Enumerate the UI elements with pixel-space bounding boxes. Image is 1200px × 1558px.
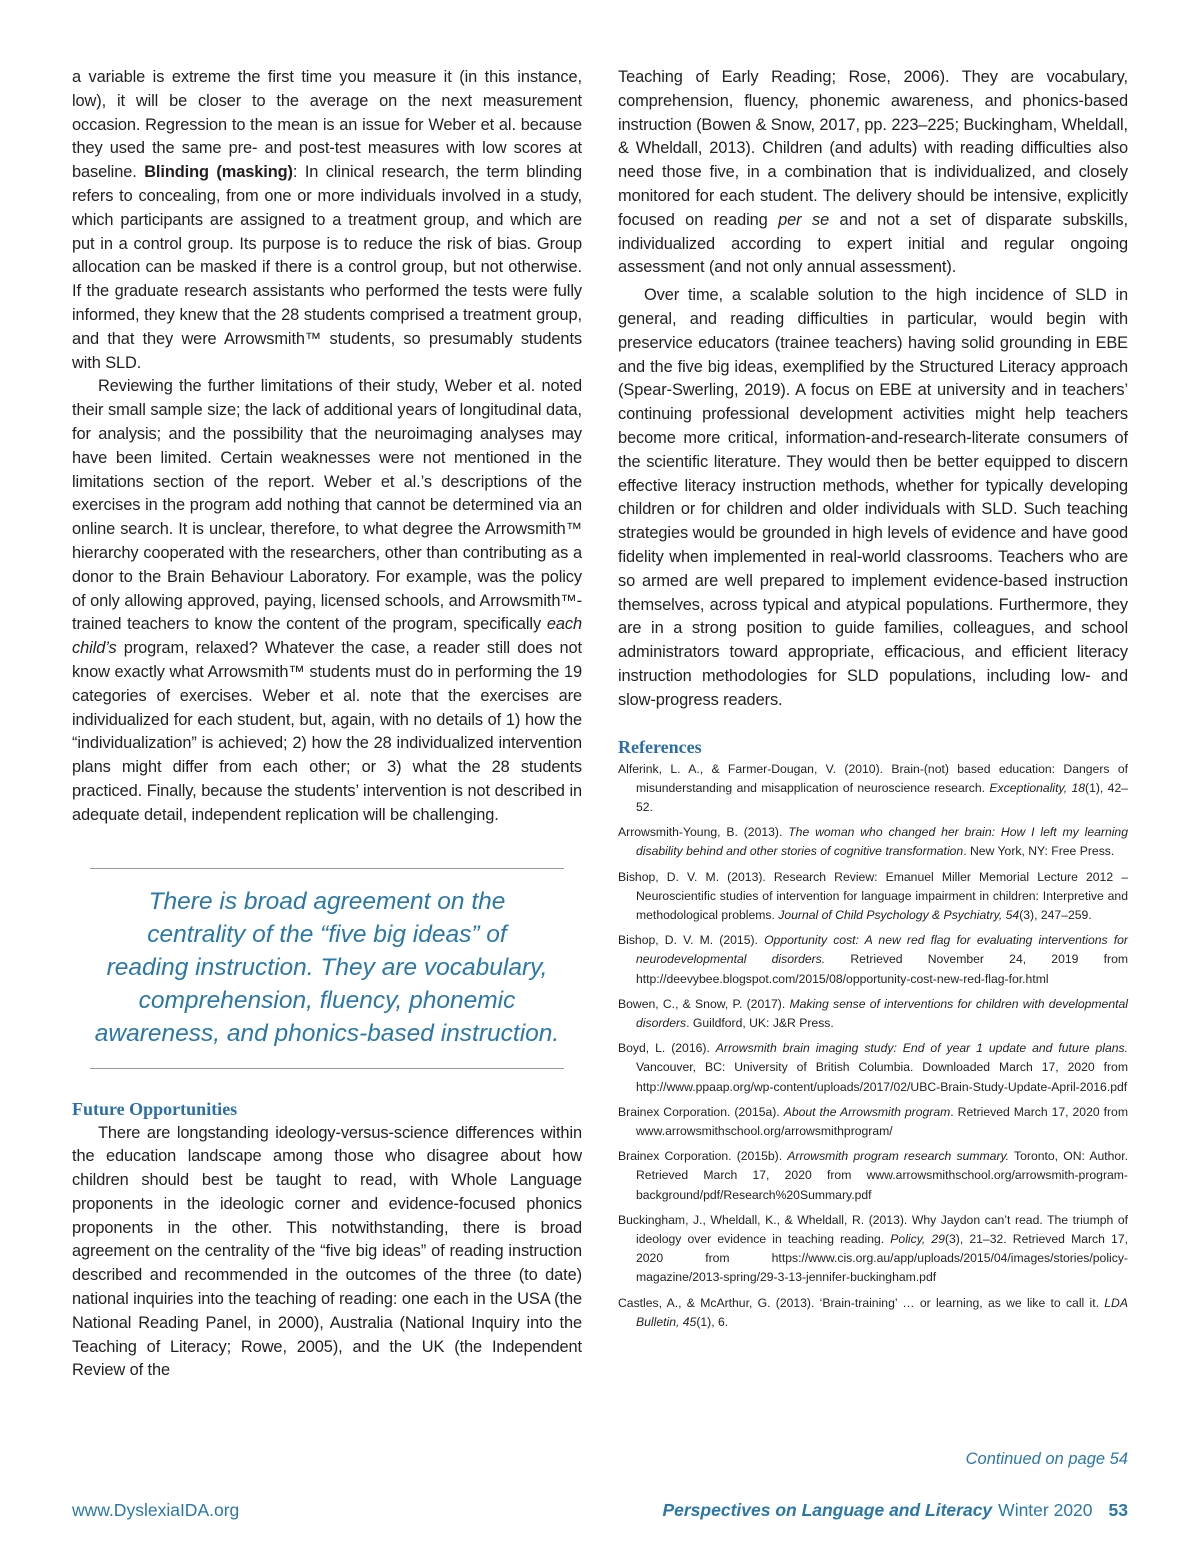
- reference-item: [618, 823, 1128, 861]
- paragraph-five-big-ideas: [618, 66, 1128, 280]
- left-column: [72, 66, 582, 1383]
- pull-quote-line: comprehension, fluency, phonemic: [138, 986, 516, 1014]
- reference-text: (3), 247–259.: [1019, 907, 1092, 922]
- emphasis-text: each child’s: [72, 615, 582, 658]
- paragraph-text: program, relaxed? Whatever the case, a reader still does not know exactly what Arrowsmith™ students must do in performing the 19 categories of exercises. Weber et al. note that the exercises are individualized for each student, but, again, with no details of 1) how the “individualization” is achieved; 2) how the 28 individualized intervention plans might differ from each other; or 3) what the 28 students practiced. Finally, because the students’ intervention is not described in adequate detail, independent replication will be challenging.: [72, 639, 582, 824]
- reference-item: [618, 868, 1128, 926]
- right-column: [618, 66, 1128, 1338]
- reference-item: [618, 1039, 1128, 1097]
- reference-text: Bishop, D. V. M. (2015).: [618, 933, 765, 948]
- reference-text: (1), 42–52.: [636, 780, 1128, 814]
- reference-text: Brainex Corporation. (2015a).: [618, 1104, 784, 1119]
- reference-item: [618, 995, 1128, 1033]
- pull-quote: [90, 868, 564, 1069]
- paragraph-future: There are longstanding ideology-versus-science differences within the education landscape among those who disagree about how children should best be taught to read, with Whole Language proponents in the ideologic corner and evidence-focused phonics proponents in the other. This notwithstanding, there is broad agreement on the centrality of the “five big ideas” of reading instruction described and recommended in the outcomes of the three (to date) national inquiries into the teaching of reading: one each in the USA (the National Reading Panel, in 2000), Australia (National Inquiry into the Teaching of Literacy; Rowe, 2005), and the UK (the Independent Review of the: [72, 1123, 582, 1380]
- paragraph-text: and not a set of disparate subskills, individualized according to expert initial and regular ongoing assessment (and not only annual assessment).: [618, 210, 1128, 277]
- reference-item: [618, 1294, 1128, 1332]
- pull-quote-line: There is broad agreement on the: [148, 887, 506, 915]
- paragraph-text: : In clinical research, the term blinding refers to concealing, from one or more individuals involved in a study, which participants are assigned to a treatment group, and which are put in a control group. Its purpose is to reduce the risk of bias. Group allocation can be masked if there is a control group, but not otherwise. If the graduate research assistants who performed the tests were fully informed, they knew that the 28 students comprised a treatment group, and that they were Arrowsmith™ students, so presumably students with SLD.: [72, 163, 583, 372]
- emphasis-text: per se: [778, 210, 830, 229]
- journal-title: Perspectives on Language and Literacy: [662, 1500, 993, 1520]
- issue-date: Winter 2020: [998, 1500, 1093, 1520]
- reference-italic: Arrowsmith brain imaging study: End of year 1 update and future plans.: [715, 1041, 1129, 1056]
- reference-italic: Policy, 29: [890, 1231, 945, 1246]
- journal-info: [662, 1500, 1128, 1521]
- reference-italic: About the Arrowsmith program: [783, 1104, 951, 1119]
- reference-text: Vancouver, BC: University of British Columbia. Downloaded March 17, 2020 from http://www.ppaap.org/wp-content/uploads/2017/02/UBC-Brain-Study-Update-April-2016.pdf: [636, 1060, 1128, 1094]
- reference-text: Alferink, L. A., & Farmer-Dougan, V. (2010). Brain-(not) based education: Dangers of misunderstanding and misapplication of neuroscience research.: [618, 761, 1128, 795]
- reference-text: Bishop, D. V. M. (2013). Research Review: Emanuel Miller Memorial Lecture 2012 – Neuroscientific studies of intervention for language impairment in children: Interpretive and methodological problems.: [618, 869, 1128, 922]
- reference-list: [618, 760, 1128, 1332]
- paragraph-text: Reviewing the further limitations of their study, Weber et al. noted their small sample size; the lack of additional years of longitudinal data, for analysis; and the possibility that the neuroimaging analyses may have been limited. Certain weaknesses were not mentioned in the limitations section of the report. Weber et al.’s descriptions of the exercises in the program add nothing that cannot be determined via an online search. It is unclear, therefore, to what degree the Arrowsmith™ hierarchy cooperated with the researchers, other than contributing as a donor to the Brain Behaviour Laboratory. For example, was the policy of only allowing approved, paying, licensed schools, and Arrowsmith™-trained teachers to know the content of the program, specifically: [72, 377, 582, 634]
- reference-text: Arrowsmith-Young, B. (2013).: [618, 825, 789, 840]
- page-footer: [72, 1500, 1128, 1530]
- paragraph-text: Teaching of Early Reading; Rose, 2006). They are vocabulary, comprehension, fluency, phonemic awareness, and phonics-based instruction (Bowen & Snow, 2017, pp. 223–225; Buckingham, Wheldall, & Wheldall, 2013). Children (and adults) with reading difficulties also need those five, in a combination that is individualized, and closely monitored for each student. The delivery should be intensive, explicitly focused on reading: [618, 68, 1128, 229]
- reference-text: Bowen, C., & Snow, P. (2017).: [618, 996, 790, 1011]
- reference-text: Retrieved November 24, 2019 from http://deevybee.blogspot.com/2015/08/opportunity-cost-new-red-flag-for.html: [636, 952, 1128, 986]
- reference-text: Boyd, L. (2016).: [618, 1041, 716, 1056]
- reference-text: . Guildford, UK: J&R Press.: [686, 1015, 834, 1030]
- pull-quote-line: centrality of the “five big ideas” of: [147, 920, 507, 948]
- pull-quote-line: awareness, and phonics-based instruction.: [94, 1019, 560, 1047]
- reference-italic: Opportunity cost: A new red flag for evaluating interventions for neurodevelopmental disorders.: [636, 933, 1128, 967]
- reference-italic: The woman who changed her brain: How I left my learning disability behind and other stories of cognitive transformation: [636, 825, 1128, 859]
- reference-text: . New York, NY: Free Press.: [963, 844, 1115, 859]
- reference-text: Brainex Corporation. (2015b).: [618, 1149, 788, 1164]
- term-blinding: Blinding (masking): [144, 163, 293, 182]
- reference-italic: Exceptionality, 18: [989, 780, 1086, 795]
- reference-item: [618, 1211, 1128, 1288]
- paragraph-limitations: [72, 375, 582, 827]
- continued-on-page: Continued on page 54: [965, 1450, 1128, 1468]
- paragraph-text: a variable is extreme the first time you measure it (in this instance, low), it will be closer to the average on the next measurement occasion. Regression to the mean is an issue for Weber et al. because they used the same pre- and post-test measures with low scores at baseline.: [72, 68, 582, 182]
- reference-italic: Journal of Child Psychology & Psychiatry, 54: [778, 907, 1020, 922]
- reference-item: [618, 1147, 1128, 1205]
- reference-italic: LDA Bulletin, 45: [636, 1295, 1128, 1329]
- reference-text: (3), 21–32. Retrieved March 17, 2020 from https://www.cis.org.au/app/uploads/2015/04/images/stories/policy-magazine/2013-spring/29-3-13-jennifer-buckingham.pdf: [636, 1231, 1128, 1285]
- reference-text: Buckingham, J., Wheldall, K., & Wheldall, R. (2013). Why Jaydon can’t read. The triumph of ideology over evidence in teaching reading.: [618, 1212, 1128, 1246]
- reference-text: Toronto, ON: Author. Retrieved March 17, 2020 from www.arrowsmithschool.org/arrowsmith-program-background/pdf/Research%20Summary.pdf: [636, 1149, 1128, 1202]
- paragraph-scalable-solution: Over time, a scalable solution to the high incidence of SLD in general, and reading difficulties in particular, would begin with preservice educators (trainee teachers) having solid grounding in EBE and the five big ideas, exemplified by the Structured Literacy approach (Spear-Swerling, 2019). A focus on EBE at university and in teachers’ continuing professional development activities might help teachers become more critical, information-and-research-literate consumers of the scientific literature. They would then be better equipped to discern effective literacy instruction methods, whether for typically developing children or for children and older individuals with SLD. Such teaching strategies would be grounded in high levels of evidence and have good fidelity when implemented in real-world classrooms. Teachers who are so armed are well prepared to implement evidence-based instruction themselves, across typical and atypical populations. Furthermore, they are in a strong position to guide families, colleagues, and school administrators toward appropriate, efficacious, and efficient literacy instruction methodologies for SLD populations, including low- and slow-progress readers.: [618, 286, 1128, 709]
- reference-item: [618, 1103, 1128, 1141]
- reference-text: . Retrieved March 17, 2020 from www.arrowsmithschool.org/arrowsmithprogram/: [636, 1104, 1128, 1138]
- page-number: 53: [1108, 1500, 1128, 1520]
- reference-text: Castles, A., & McArthur, G. (2013). ‘Brain-training’ … or learning, as we like to call it.: [618, 1295, 1105, 1310]
- reference-item: [618, 931, 1128, 989]
- reference-italic: Arrowsmith program research summary.: [787, 1149, 1010, 1164]
- reference-text: (1), 6.: [696, 1314, 729, 1329]
- paragraph-regression: [72, 66, 582, 375]
- reference-italic: Making sense of interventions for children with developmental disorders: [636, 996, 1128, 1030]
- section-heading-future-opportunities: Future Opportunities: [72, 1098, 238, 1119]
- reference-item: [618, 760, 1128, 818]
- section-heading-references: References: [618, 736, 702, 757]
- pull-quote-line: reading instruction. They are vocabulary,: [106, 953, 548, 981]
- website-link[interactable]: www.DyslexiaIDA.org: [72, 1500, 240, 1520]
